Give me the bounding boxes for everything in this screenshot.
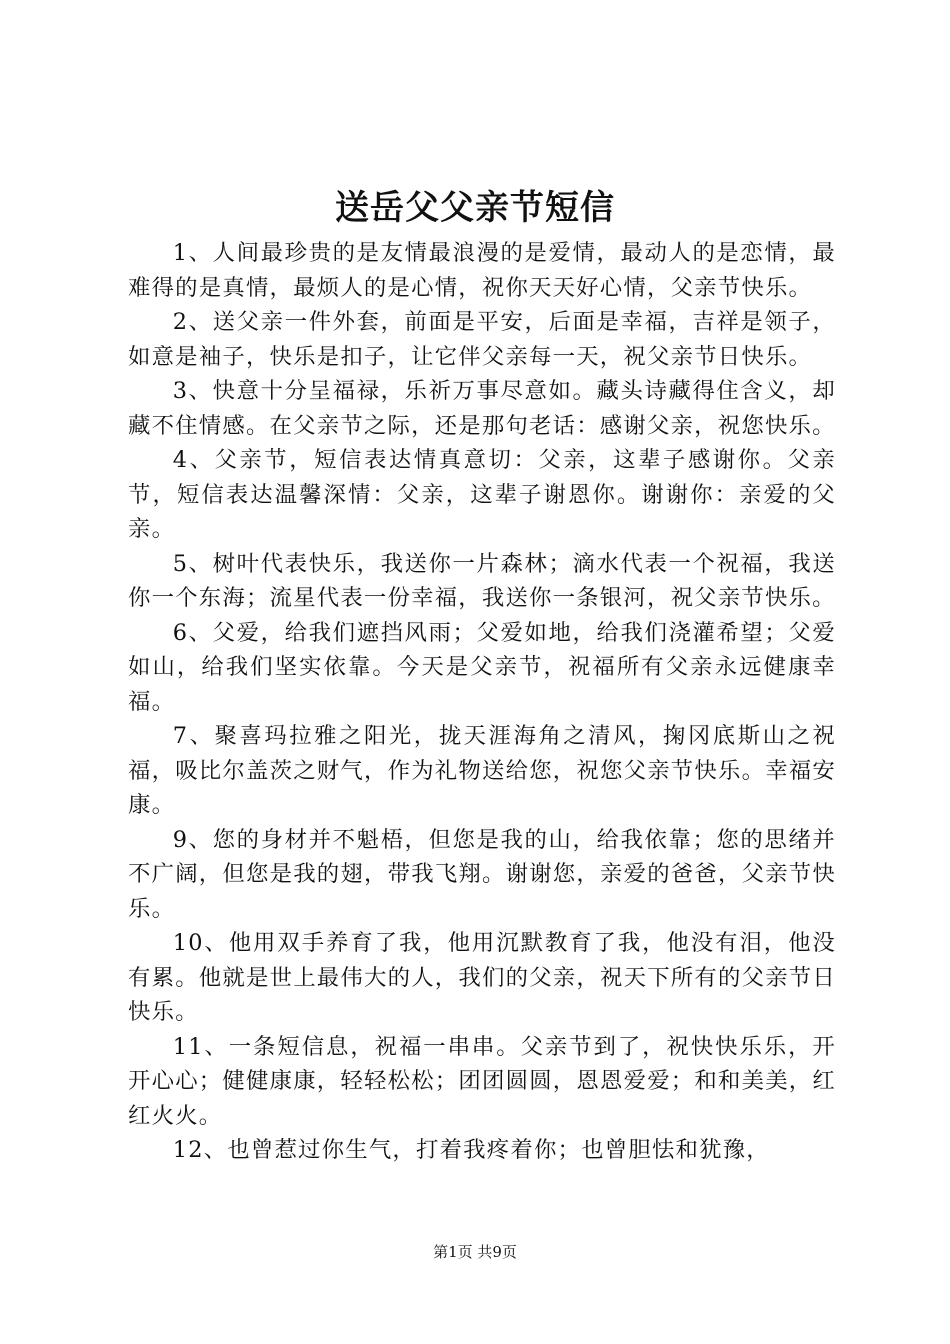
paragraph-2: 2、送父亲一件外套，前面是平安，后面是幸福，吉祥是领子，如意是袖子，快乐是扣子，让它伴父亲每一天，祝父亲节日快乐。 (128, 309, 836, 370)
paragraph-10: 10、他用双手养育了我，他用沉默教育了我，他没有泪，他没有累。他就是世上最伟大的人，我们的父亲，祝天下所有的父亲节日快乐。 (128, 930, 836, 1025)
document-body (128, 236, 836, 1168)
page-number: 第1页 (433, 1243, 473, 1261)
page-footer (0, 1242, 950, 1262)
paragraph-5: 5、树叶代表快乐，我送你一片森林；滴水代表一个祝福，我送你一个东海；流星代表一份幸福，我送你一条银河，祝父亲节快乐。 (128, 550, 836, 611)
paragraph-12: 12、也曾惹过你生气，打着我疼着你；也曾胆怯和犹豫， (172, 1137, 770, 1163)
document-title: 送岳父父亲节短信 (335, 188, 615, 228)
paragraph-11: 11、一条短信息，祝福一串串。父亲节到了，祝快快乐乐，开开心心；健健康康，轻轻松松；团团圆圆，恩恩爱爱；和和美美，红红火火。 (128, 1033, 836, 1129)
paragraph-7: 7、聚喜玛拉雅之阳光，拢天涯海角之清风，掬冈底斯山之祝福，吸比尔盖茨之财气，作为礼物送给您，祝您父亲节快乐。幸福安康。 (128, 723, 836, 818)
page-total: 共9页 (477, 1243, 517, 1261)
paragraph-9: 9、您的身材并不魁梧，但您是我的山，给我依靠；您的思绪并不广阔，但您是我的翅，带我飞翔。谢谢您，亲爱的爸爸，父亲节快乐。 (128, 826, 836, 922)
paragraph-6: 6、父爱，给我们遮挡风雨；父爱如地，给我们浇灌希望；父爱如山，给我们坚实依靠。今天是父亲节，祝福所有父亲永远健康幸福。 (128, 619, 836, 715)
paragraph-4: 4、父亲节，短信表达情真意切：父亲，这辈子感谢你。父亲节，短信表达温馨深情：父亲，这辈子谢恩你。谢谢你：亲爱的父亲。 (128, 447, 836, 542)
paragraph-1: 1、人间最珍贵的是友情最浪漫的是爱情，最动人的是恋情，最难得的是真情，最烦人的是心情，祝你天天好心情，父亲节快乐。 (128, 240, 836, 301)
paragraph-3: 3、快意十分呈福禄，乐祈万事尽意如。藏头诗藏得住含义，却藏不住情感。在父亲节之际，还是那句老话：感谢父亲，祝您快乐。 (128, 378, 836, 439)
